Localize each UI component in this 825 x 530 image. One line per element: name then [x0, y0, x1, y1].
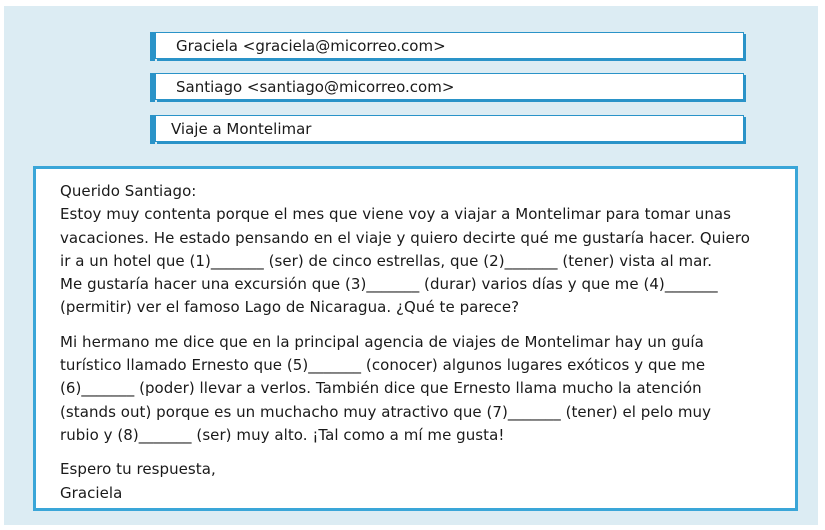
email-form-panel [4, 6, 818, 525]
from-field[interactable]: Graciela <graciela@micorreo.com> [155, 32, 744, 59]
message-paragraph-1: Querido Santiago: Estoy muy contenta porque el mes que viene voy a viajar a Montelimar para tomar unas vacaciones. He estado pensando en el viaje y quiero decirte qué me gustaría hacer. Quiero ir a un hotel que (1)_______ (ser) de cinco estrellas, que (2)_______ (tener) vista al mar. Me gustaría hacer una excursión que (3)_______ (durar) varios días y que me (4)_______ (permitir) ver el famoso Lago de Nicaragua. ¿Qué te parece? [60, 182, 750, 317]
message-paragraph-2: Mi hermano me dice que en la principal agencia de viajes de Montelimar hay un guía turístico llamado Ernesto que (5)_______ (conocer) algunos lugares exóticos y que me (6)_______ (poder) llevar a verlos. También dice que Ernesto llama mucho la atención (stands out) porque es un muchacho muy atractivo que (7)_______ (tener) el pelo muy rubio y (8)_______ (ser) muy alto. ¡Tal como a mí me gusta! [60, 332, 712, 444]
message-closing: Espero tu respuesta, Graciela [60, 460, 216, 502]
message-body[interactable] [33, 166, 798, 511]
message-text [60, 180, 780, 505]
to-field[interactable]: Santiago <santiago@micorreo.com> [155, 73, 744, 100]
subject-field[interactable]: Viaje a Montelimar [155, 115, 744, 142]
